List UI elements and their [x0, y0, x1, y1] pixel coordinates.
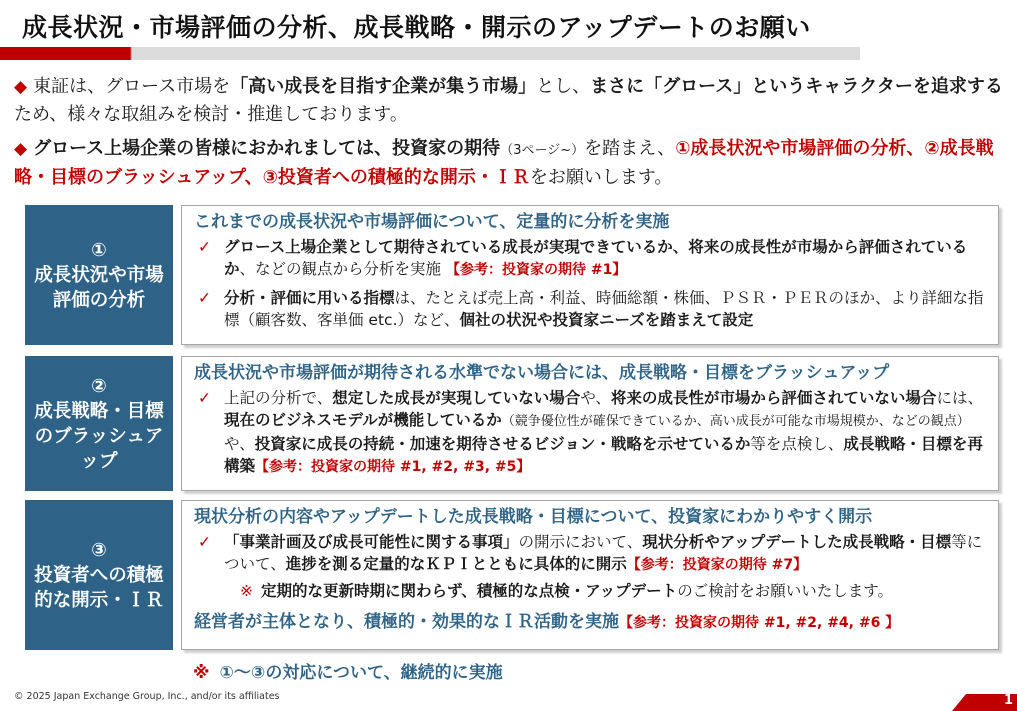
section-2-number: ②: [91, 375, 107, 397]
section-2-item-1: ✓ 上記の分析で、想定した成長が実現していない場合や、将来の成長性が市場から評価されていない場合には、現在のビジネスモデルが機能しているか（競争優位性が確保できているか、高い成長が可能な市場規模か、などの観点）や、投資家に成長の持続・加速を期待させるビジョン・戦略を示せているか等を点検し、成長戦略・目標を再構築【参考：投資家の期待 #1, #2, #3, #5】: [198, 389, 983, 475]
checkmark-icon: ✓: [198, 389, 211, 407]
checkmark-icon: ✓: [198, 533, 211, 551]
checkmark-icon: ✓: [198, 289, 211, 307]
diamond-bullet-icon: ◆: [14, 139, 28, 159]
reference-mark-icon: ※: [240, 582, 253, 600]
section-1-number: ①: [91, 239, 107, 261]
diamond-bullet-icon: ◆: [14, 77, 28, 97]
page-number: 1: [1003, 693, 1014, 708]
section-2-label: 成長戦略・目標のブラッシュアップ: [34, 400, 164, 472]
section-1-item-1: ✓ グロース上場企業として期待されている成長が実現できているか、将来の成長性が市場から評価されているか、などの観点から分析を実施 【参考：投資家の期待 #1】: [198, 238, 968, 278]
section-3-ir-line: 経営者が主体となり、積極的・効果的なＩＲ活動を実施【参考：投資家の期待 #1, #2, #4, #6 】: [194, 612, 900, 632]
section-1-label-box: [25, 205, 173, 345]
section-3-number: ③: [91, 539, 107, 561]
section-3-item-1: ✓ 「事業計画及び成長可能性に関する事項」の開示において、現状分析やアップデートした成長戦略・目標等について、進捗を測る定量的なＫＰＩとともに具体的に開示【参考：投資家の期待 #7】: [198, 533, 983, 573]
section-1-content: [181, 205, 999, 345]
section-3-note: ※ 定期的な更新時期に関わらず、積極的な点検・アップデートのご検討をお願いいたします。: [240, 582, 893, 600]
section-3-label-box: [25, 500, 173, 650]
summary-note: ※ ①～③の対応について、継続的に実施: [193, 663, 503, 683]
section-2-label-box: [25, 356, 173, 491]
copyright-footer: © 2025 Japan Exchange Group, Inc., and/or its affiliates: [14, 691, 280, 702]
section-2-heading: 成長状況や市場評価が期待される水準でない場合には、成長戦略・目標をブラッシュアップ: [194, 363, 890, 383]
section-3-content: [181, 500, 999, 650]
checkmark-icon: ✓: [198, 238, 211, 256]
page-title: 成長状況・市場評価の分析、成長戦略・開示のアップデートのお願い: [22, 13, 811, 42]
section-3-label: 投資者への積極的な開示・ＩＲ: [34, 564, 164, 611]
section-1-item-2: ✓ 分析・評価に用いる指標は、たとえば売上高・利益、時価総額・株価、ＰＳＲ・ＰＥＲのほか、より詳細な指標（顧客数、客単価 etc.）など、個社の状況や投資家ニーズを踏まえて設定: [198, 289, 984, 329]
section-1-label: 成長状況や市場評価の分析: [34, 264, 164, 311]
reference-mark-icon: ※: [193, 663, 210, 683]
intro-paragraph-2: ◆ グロース上場企業の皆様におかれましては、投資家の期待（3ページ~）を踏まえ、①成長状況や市場評価の分析、②成長戦略・目標のブラッシュアップ、③投資者への積極的な開示・ＩＲをお願いします。: [14, 138, 994, 188]
title-underline: [0, 47, 860, 60]
section-1-heading: これまでの成長状況や市場評価について、定量的に分析を実施: [194, 212, 670, 232]
intro-paragraph-1: ◆ 東証は、グロース市場を「高い成長を目指す企業が集う市場」とし、まさに「グロース」というキャラクターを追求するため、様々な取組みを検討・推進しております。: [14, 76, 1003, 125]
section-2-content: [181, 356, 999, 491]
section-3-heading: 現状分析の内容やアップデートした成長戦略・目標について、投資家にわかりやすく開示: [194, 507, 873, 527]
